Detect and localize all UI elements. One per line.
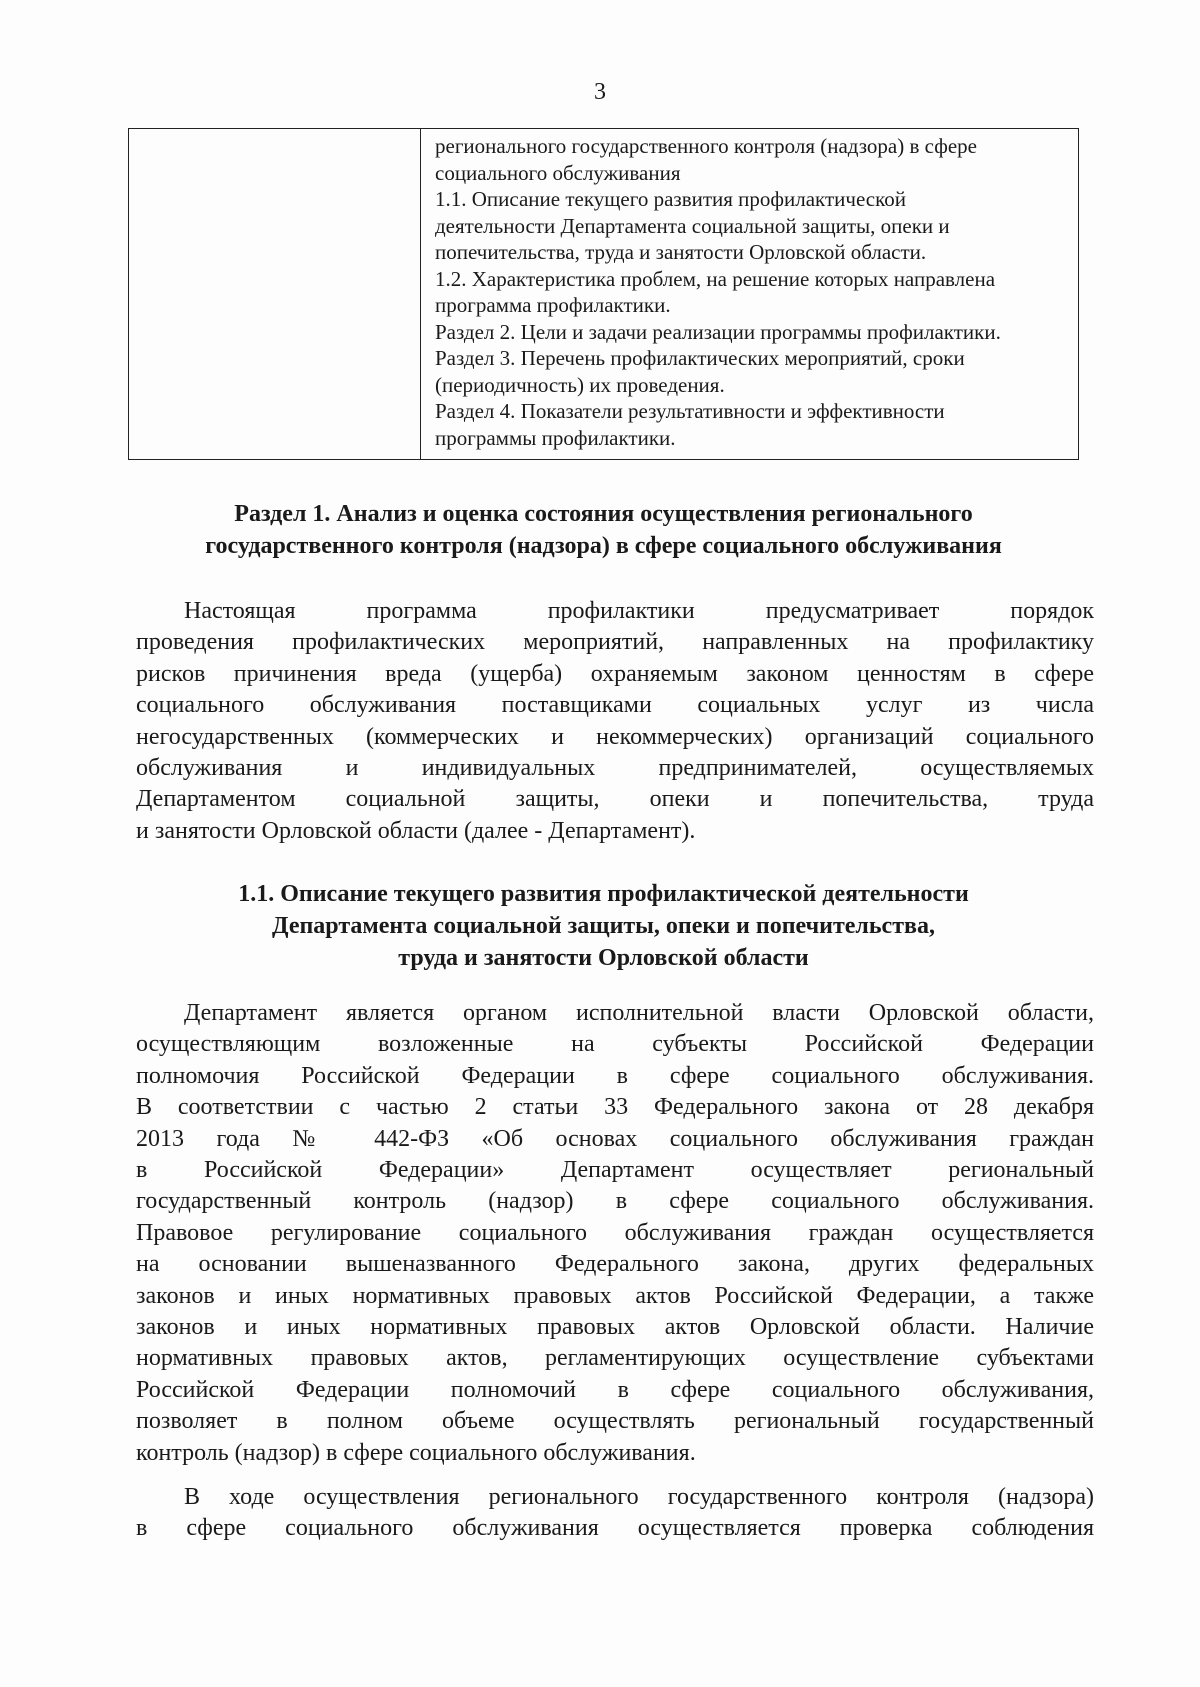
paragraph-line: контроль (надзор) в сфере социального обслуживания.	[136, 1439, 696, 1466]
contents-table-right-cell	[421, 129, 1078, 459]
section-1-paragraph	[136, 596, 1094, 847]
contents-line: (периодичность) их проведения.	[435, 372, 725, 397]
paragraph-line: на основании вышеназванного Федерального закона, других федеральных	[136, 1251, 1094, 1278]
paragraph-line: проведения профилактических мероприятий, направленных на профилактику	[136, 629, 1094, 656]
paragraph-line: в Российской Федерации» Департамент осуществляет региональный	[136, 1157, 1094, 1184]
contents-line: деятельности Департамента социальной защиты, опеки и	[435, 213, 950, 238]
heading-line: труда и занятости Орловской области	[398, 945, 809, 971]
contents-line: 1.2. Характеристика проблем, на решение которых направлена	[435, 266, 996, 291]
paragraph-line: нормативных правовых актов, регламентирующих осуществление субъектами	[136, 1345, 1094, 1372]
contents-line: Раздел 4. Показатели результативности и эффективности	[435, 399, 945, 423]
section-1-1-paragraph-1	[136, 998, 1094, 1469]
paragraph-line: Российской Федерации полномочий в сфере социального обслуживания,	[136, 1376, 1094, 1403]
contents-line: регионального государственного контроля (надзора) в сфере	[435, 134, 977, 158]
paragraph-line: осуществляющим возложенные на субъекты Российской Федерации	[136, 1031, 1094, 1058]
paragraph-line: рисков причинения вреда (ущерба) охраняемым законом ценностям в сфере	[136, 660, 1094, 687]
paragraph-line: обслуживания и индивидуальных предпринимателей, осуществляемых	[136, 755, 1094, 782]
paragraph-line: и занятости Орловской области (далее - Департамент).	[136, 817, 696, 844]
paragraph-line: полномочия Российской Федерации в сфере социального обслуживания.	[136, 1062, 1094, 1089]
section-1-heading	[128, 498, 1079, 562]
paragraph-line: 2013 года № 442-ФЗ «Об основах социального обслуживания граждан	[136, 1125, 1094, 1152]
contents-line: Раздел 2. Цели и задачи реализации программы профилактики.	[435, 319, 1001, 344]
paragraph-line: государственный контроль (надзор) в сфере социального обслуживания.	[136, 1188, 1094, 1215]
paragraph-line: негосударственных (коммерческих и некоммерческих) организаций социального	[136, 723, 1094, 750]
contents-line: программа профилактики.	[435, 293, 671, 317]
contents-line: программы профилактики.	[435, 425, 676, 450]
page-number: 3	[594, 79, 606, 105]
paragraph-line: В ходе осуществления регионального государственного контроля (надзора)	[184, 1484, 1094, 1510]
paragraph-line: в сфере социального обслуживания осуществляется проверка соблюдения	[136, 1515, 1094, 1542]
paragraph-line: законов и иных нормативных правовых актов Орловской области. Наличие	[136, 1314, 1094, 1341]
paragraph-line: В соответствии с частью 2 статьи 33 Федерального закона от 28 декабря	[136, 1094, 1094, 1121]
paragraph-line: Настоящая программа профилактики предусматривает порядок	[184, 598, 1094, 624]
contents-table	[128, 128, 1079, 460]
heading-line: государственного контроля (надзора) в сфере социального обслуживания	[205, 533, 1002, 559]
contents-line: попечительства, труда и занятости Орловской области.	[435, 240, 927, 264]
heading-line: 1.1. Описание текущего развития профилактической деятельности	[238, 881, 969, 907]
paragraph-line: Правовое регулирование социального обслуживания граждан осуществляется	[136, 1219, 1094, 1246]
contents-line: Раздел 3. Перечень профилактических мероприятий, сроки	[435, 346, 965, 370]
paragraph-line: Департаментом социальной защиты, опеки и попечительства, труда	[136, 786, 1094, 813]
section-1-1-heading	[128, 878, 1079, 974]
contents-line: 1.1. Описание текущего развития профилактической	[435, 187, 906, 211]
contents-line: социального обслуживания	[435, 160, 681, 185]
paragraph-line: позволяет в полном объеме осуществлять региональный государственный	[136, 1408, 1094, 1435]
paragraph-line: Департамент является органом исполнительной власти Орловской области,	[184, 1000, 1094, 1026]
section-1-1-paragraph-2	[136, 1482, 1094, 1545]
heading-line: Департамента социальной защиты, опеки и попечительства,	[272, 913, 935, 939]
paragraph-line: социального обслуживания поставщиками социальных услуг из числа	[136, 692, 1094, 719]
contents-table-left-cell	[129, 129, 421, 459]
paragraph-line: законов и иных нормативных правовых актов Российской Федерации, а также	[136, 1282, 1094, 1309]
heading-line: Раздел 1. Анализ и оценка состояния осуществления регионального	[234, 501, 973, 527]
